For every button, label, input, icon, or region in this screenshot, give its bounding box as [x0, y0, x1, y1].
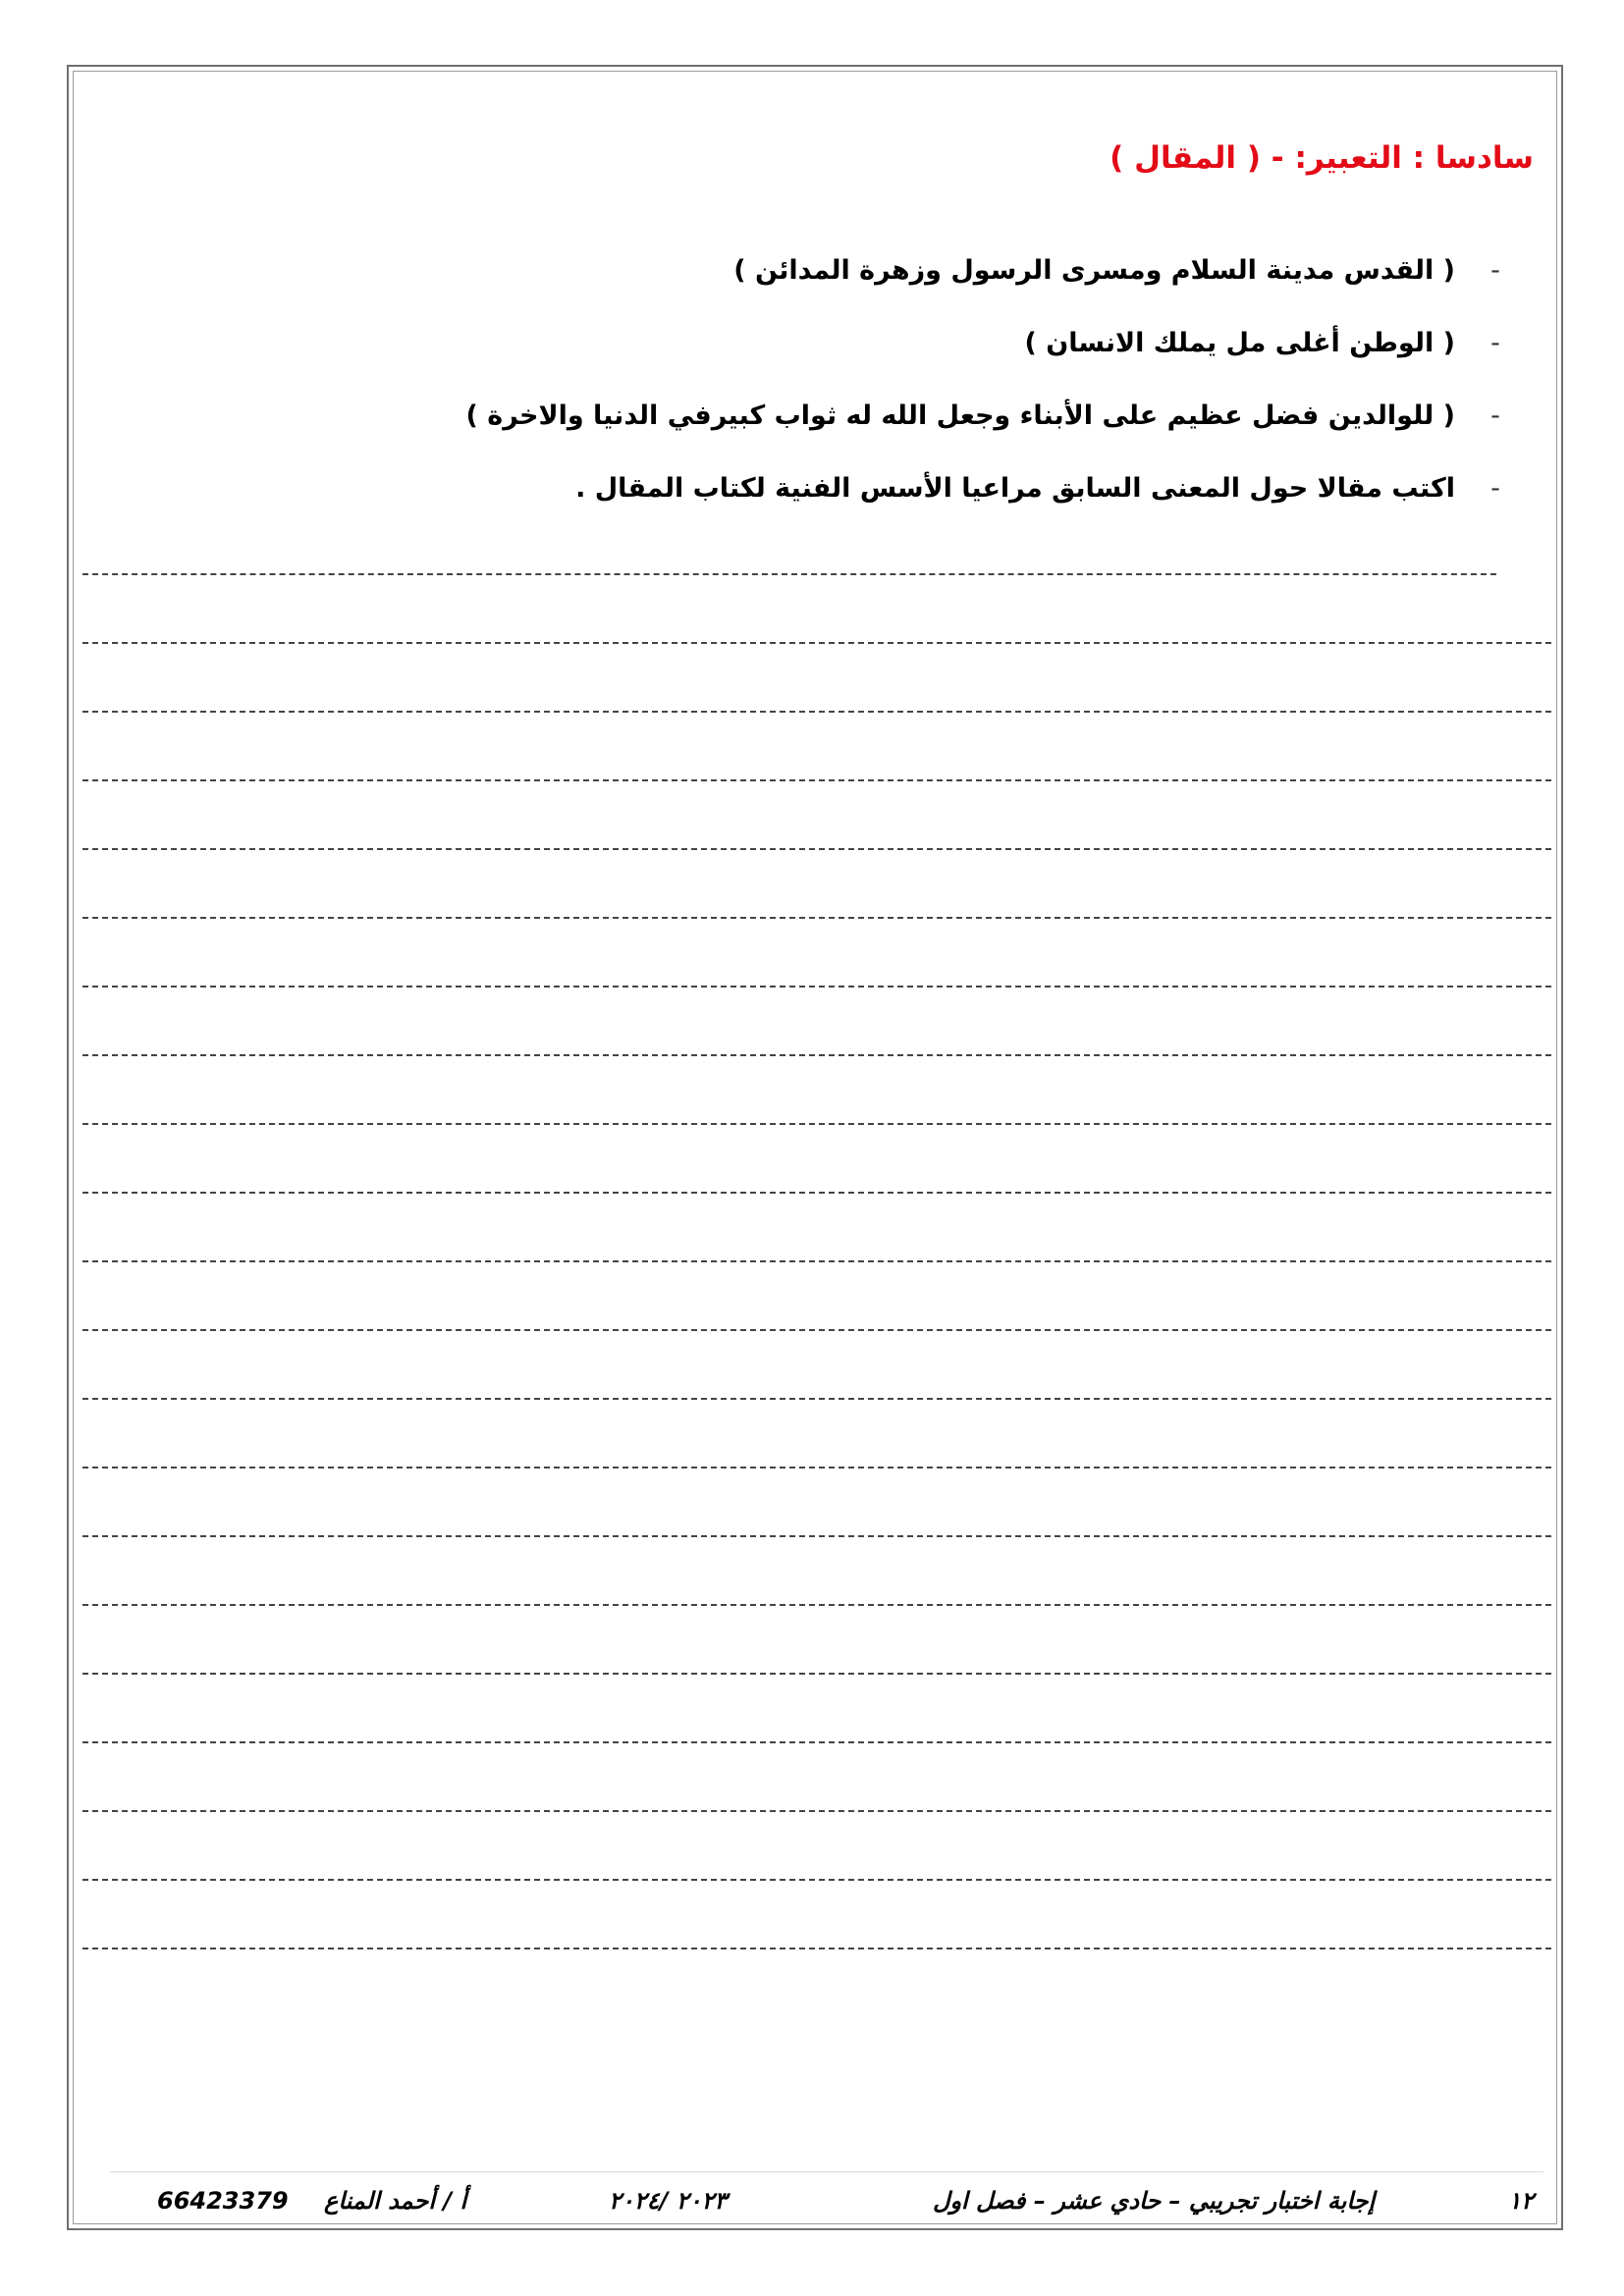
- writing-line[interactable]: [82, 1467, 1551, 1468]
- bullet-dash: -: [1490, 254, 1500, 286]
- writing-line[interactable]: [82, 986, 1551, 988]
- footer-exam-title: إجابة اختبار تجريبي – حادي عشر – فصل اول: [933, 2187, 1376, 2215]
- prompt-text: ( للوالدين فضل عظيم على الأبناء وجعل الله له ثواب كبيرفي الدنيا والاخرة ): [465, 400, 1455, 431]
- writing-line[interactable]: [82, 711, 1551, 713]
- writing-line[interactable]: [82, 1810, 1551, 1812]
- writing-line[interactable]: [82, 573, 1496, 575]
- writing-line[interactable]: [82, 1535, 1551, 1537]
- bullet-dash: -: [1490, 327, 1500, 358]
- footer-year: ٢٠٢٣ /٢٠٢٤: [609, 2187, 728, 2215]
- writing-line[interactable]: [82, 848, 1551, 850]
- writing-line[interactable]: [82, 1123, 1551, 1125]
- prompt-item: [242, 306, 1518, 379]
- writing-line[interactable]: [82, 642, 1551, 644]
- footer-phone: 66423379: [157, 2187, 289, 2215]
- writing-line[interactable]: [82, 917, 1551, 919]
- writing-line[interactable]: [82, 1398, 1551, 1400]
- prompt-item: [242, 234, 1518, 306]
- bullet-dash: -: [1490, 472, 1500, 504]
- footer-divider: [110, 2171, 1543, 2172]
- writing-line[interactable]: [82, 779, 1551, 781]
- prompt-text: ( الوطن أغلى مل يملك الانسان ): [1024, 327, 1455, 358]
- writing-line[interactable]: [82, 1604, 1551, 1606]
- writing-line[interactable]: [82, 1260, 1551, 1262]
- prompt-text: اكتب مقالا حول المعنى السابق مراعيا الأسس الفنية لكتاب المقال .: [575, 472, 1455, 504]
- writing-line[interactable]: [82, 1673, 1551, 1675]
- writing-line[interactable]: [82, 1054, 1551, 1056]
- writing-line[interactable]: [82, 1329, 1551, 1331]
- writing-line[interactable]: [82, 1879, 1551, 1881]
- writing-line[interactable]: [82, 1192, 1551, 1194]
- prompt-text: ( القدس مدينة السلام ومسرى الرسول وزهرة المدائن ): [733, 254, 1455, 286]
- footer-page-number: ١٢: [1508, 2187, 1534, 2215]
- bullet-dash: -: [1490, 400, 1500, 431]
- writing-line[interactable]: [82, 1948, 1551, 1949]
- writing-line[interactable]: [82, 1741, 1551, 1743]
- prompt-item: [242, 379, 1518, 452]
- section-title: سادسا : التعبير: - ( المقال ): [1110, 140, 1534, 176]
- footer-teacher: أ / أحمد المناع: [324, 2187, 467, 2215]
- prompt-list: [242, 234, 1518, 524]
- prompt-item: [242, 452, 1518, 524]
